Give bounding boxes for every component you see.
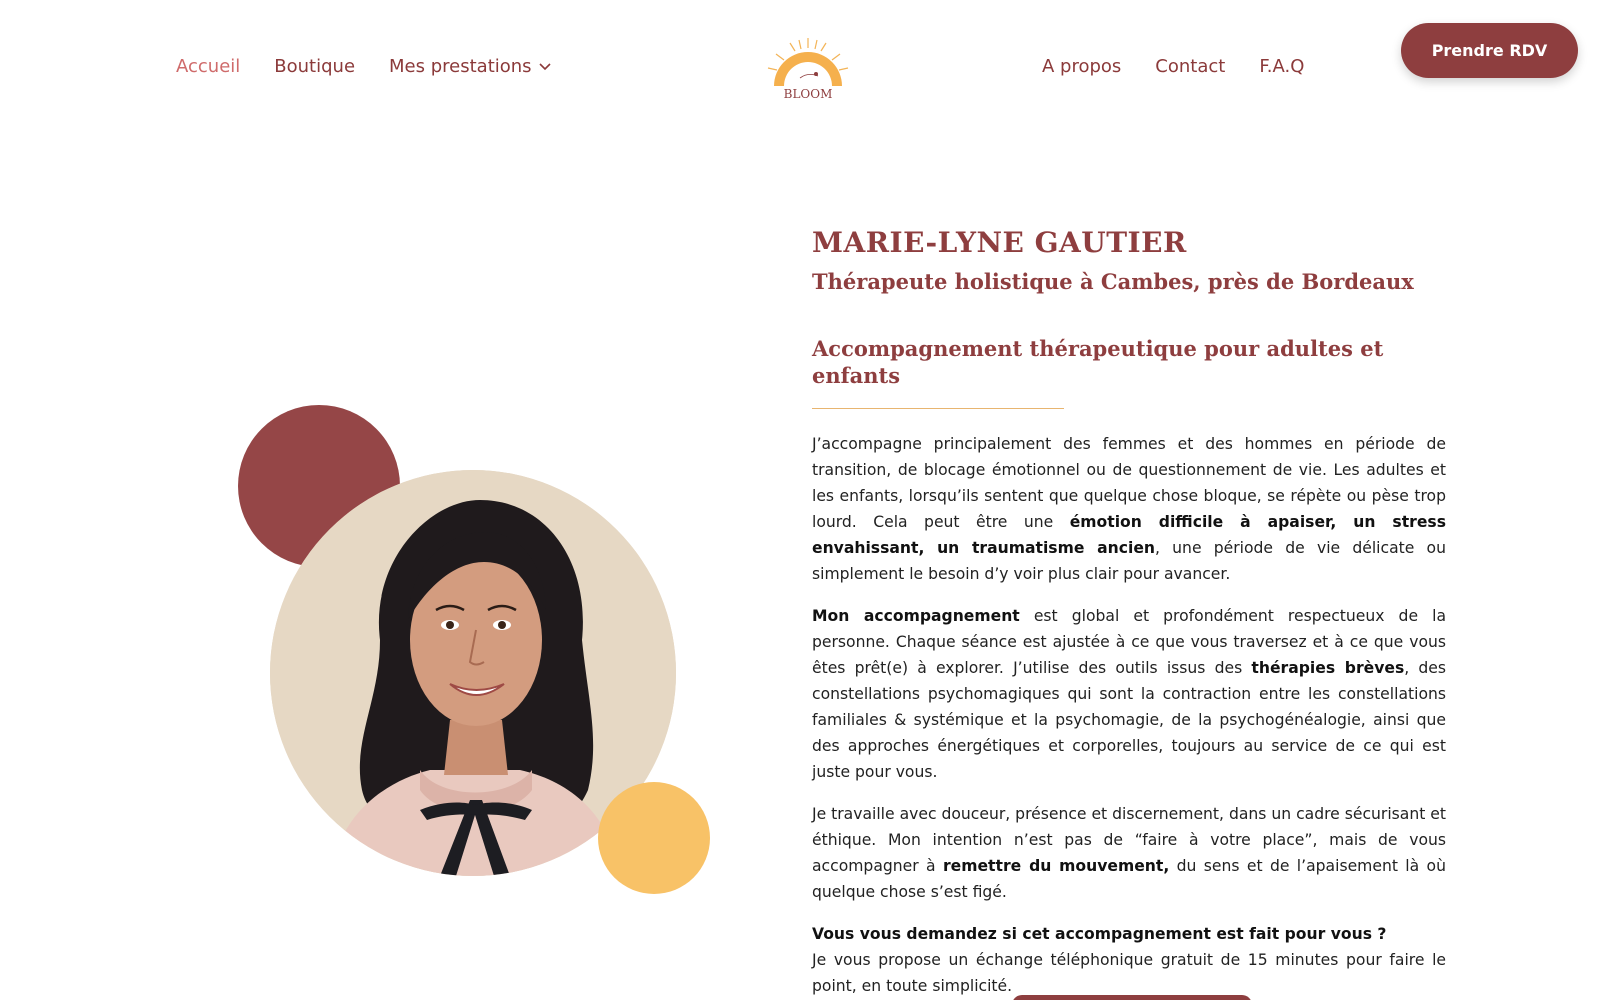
section-headline: Accompagnement thérapeutique pour adultes et enfants — [812, 335, 1384, 389]
p1-emphasis: émotion difficile à apaiser, un stress envahissant, un traumatisme ancien — [812, 513, 1447, 558]
primary-nav-right — [1042, 56, 1304, 77]
headline-divider — [812, 408, 1064, 409]
nav-mes-prestations-label: Mes prestations — [389, 56, 532, 77]
intro-paragraph-1 — [812, 431, 1446, 587]
chevron-down-icon — [539, 63, 551, 71]
p2-emphasis-a: Mon accompagnement — [812, 607, 1020, 626]
therapist-subtitle: Thérapeute holistique à Cambes, près de Bordeaux — [812, 268, 1414, 294]
bloom-logo[interactable] — [760, 36, 856, 102]
cta-question: Vous vous demandez si cet accompagnement est fait pour vous ? — [812, 925, 1387, 944]
contact-button-partial[interactable] — [1012, 995, 1252, 1000]
svg-text:BLOOM: BLOOM — [783, 87, 833, 101]
p2-text-b: est global et profondément respectueux de la personne. Chaque séance est ajustée à ce que vous traversez et à ce que vous êtes prêt(e) à explorer. J’utilise des outils issus des — [812, 607, 1446, 678]
prendre-rdv-button[interactable]: Prendre RDV — [1401, 23, 1578, 78]
p3-text-a: Je travaille avec douceur, présence et discernement, dans un cadre sécurisant et éthique. Mon intention n’est pas de “faire à votre place”, mais de vous accompagner à — [812, 805, 1446, 876]
p2-emphasis-c: thérapies brèves — [1251, 659, 1405, 678]
primary-nav-left — [176, 56, 551, 77]
decorative-yellow-circle — [598, 782, 710, 894]
intro-paragraph-3 — [812, 801, 1446, 905]
p2-text-d: , des constellations psychomagiques qui sont la contraction entre les constellations familiales & systémique et la psychomagie, de la psychogénéalogie, ainsi que des approches énergétiques et corporelles, toujours au service de ce qui est juste pour vous. — [812, 659, 1447, 782]
therapist-name: MARIE-LYNE GAUTIER — [812, 226, 1187, 259]
p3-emphasis: remettre du mouvement, — [942, 857, 1170, 876]
site-header — [0, 0, 1600, 120]
nav-faq[interactable]: F.A.Q — [1259, 56, 1305, 77]
nav-contact[interactable]: Contact — [1155, 56, 1226, 77]
intro-paragraph-4: Je vous propose un échange téléphonique gratuit de 15 minutes pour faire le point, en toute simplicité. — [812, 951, 1446, 996]
nav-mes-prestations[interactable] — [389, 56, 551, 77]
p1-text-a: J’accompagne principalement des femmes et des hommes en période de transition, de blocage émotionnel ou de questionnement de vie. Les adultes et les enfants, lorsqu’ils sentent que quelque chose bloque, se répète ou pèse trop lourd. Cela peut être une — [812, 435, 1446, 532]
nav-accueil[interactable]: Accueil — [176, 56, 241, 77]
intro-paragraph-2 — [812, 603, 1446, 785]
p3-text-c: du sens et de l’apaisement là où quelque chose s’est figé. — [812, 857, 1446, 902]
nav-boutique[interactable]: Boutique — [274, 56, 356, 77]
nav-a-propos[interactable]: A propos — [1042, 56, 1122, 77]
sunrise-logo-icon — [760, 36, 856, 102]
p1-text-c: , une période de vie délicate ou simplement le besoin d’y voir plus clair pour avancer. — [812, 539, 1446, 584]
intro-section — [812, 226, 1446, 999]
